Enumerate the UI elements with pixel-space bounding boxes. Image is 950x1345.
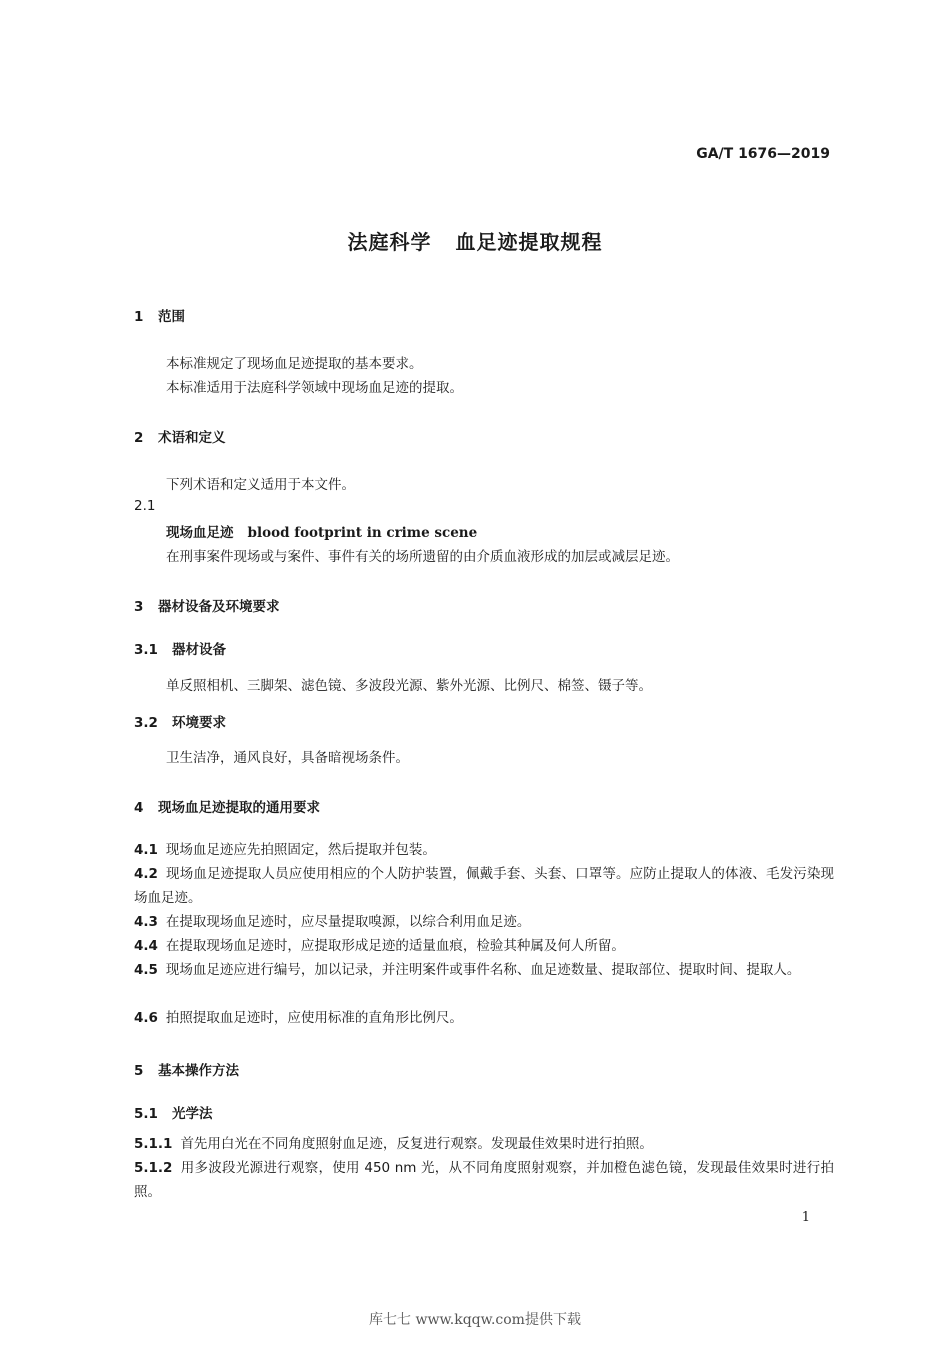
- clause-number: 4.5: [134, 962, 158, 978]
- clause-5-1-1: [134, 1132, 834, 1156]
- section-number: 5: [134, 1063, 144, 1079]
- title-part1: 法庭科学: [347, 230, 432, 254]
- subsection-3-1-text: 单反照相机、三脚架、滤色镜、多波段光源、紫外光源、比例尺、棉签、镊子等。: [166, 678, 652, 694]
- clause-4-2: [134, 862, 834, 910]
- clause-number: 4.2: [134, 866, 158, 882]
- term-definition: 在刑事案件现场或与案件、事件有关的场所遗留的由介质血液形成的加层或减层足迹。: [166, 549, 679, 565]
- clause-number: 4.4: [134, 938, 158, 954]
- section-title: 基本操作方法: [158, 1063, 239, 1079]
- section-5-heading: [134, 1059, 239, 1079]
- clause-4-5: [134, 958, 834, 982]
- term-chinese: 现场血足迹: [166, 525, 234, 541]
- subsection-number: 3.2: [134, 715, 158, 731]
- section-number: 1: [134, 309, 144, 325]
- subsection-3-1-heading: [134, 638, 226, 658]
- clause-text: 现场血足迹提取人员应使用相应的个人防护装置，佩戴手套、头套、口罩等。应防止提取人的体液、毛发污染现场血足迹。: [134, 866, 834, 906]
- term-english: blood footprint in crime scene: [247, 525, 478, 541]
- clause-4-3: [134, 910, 834, 934]
- subsection-title: 器材设备: [172, 642, 226, 658]
- section-4-heading: [134, 796, 320, 816]
- subsection-3-2-heading: [134, 711, 226, 731]
- clause-text: 现场血足迹应进行编号，加以记录，并注明案件或事件名称、血足迹数量、提取部位、提取时间、提取人。: [165, 962, 801, 978]
- subsection-title: 环境要求: [172, 715, 226, 731]
- term-number: 2.1: [134, 498, 156, 514]
- clause-number: 5.1.1: [134, 1136, 173, 1152]
- clause-text: 首先用白光在不同角度照射血足迹，反复进行观察。发现最佳效果时进行拍照。: [180, 1136, 653, 1152]
- subsection-number: 5.1: [134, 1106, 158, 1122]
- section-1-para-2: 本标准适用于法庭科学领域中现场血足迹的提取。: [166, 380, 463, 396]
- clause-text: 在提取现场血足迹时，应提取形成足迹的适量血痕，检验其种属及何人所留。: [165, 938, 625, 954]
- section-number: 2: [134, 430, 144, 446]
- clause-number: 5.1.2: [134, 1160, 173, 1176]
- section-3-heading: [134, 595, 280, 615]
- clause-text: 拍照提取血足迹时，应使用标准的直角形比例尺。: [165, 1010, 463, 1026]
- section-number: 4: [134, 800, 144, 816]
- clause-text: 在提取现场血足迹时，应尽量提取嗅源，以综合利用血足迹。: [165, 914, 531, 930]
- clause-number: 4.6: [134, 1010, 158, 1026]
- clause-4-1: [134, 838, 834, 862]
- section-1-para-1: 本标准规定了现场血足迹提取的基本要求。: [166, 356, 423, 372]
- document-title: [0, 226, 950, 255]
- clause-4-4: [134, 934, 834, 958]
- section-title: 现场血足迹提取的通用要求: [158, 800, 320, 816]
- download-footer-note: 库七七 www.kqqw.com提供下载: [369, 1312, 581, 1328]
- subsection-5-1-heading: [134, 1102, 213, 1122]
- section-2-para-1: 下列术语和定义适用于本文件。: [166, 477, 355, 493]
- section-title: 器材设备及环境要求: [158, 599, 280, 615]
- section-title: 范围: [158, 309, 185, 325]
- clause-text: 现场血足迹应先拍照固定，然后提取并包装。: [165, 842, 436, 858]
- clause-4-6: [134, 1006, 834, 1030]
- section-1-heading: [134, 305, 185, 325]
- clause-number: 4.1: [134, 842, 158, 858]
- standard-code: GA/T 1676—2019: [696, 146, 830, 162]
- subsection-3-2-text: 卫生洁净，通风良好，具备暗视场条件。: [166, 750, 409, 766]
- subsection-number: 3.1: [134, 642, 158, 658]
- page-number: 1: [801, 1210, 810, 1225]
- section-number: 3: [134, 599, 144, 615]
- subsection-title: 光学法: [172, 1106, 213, 1122]
- clause-number: 4.3: [134, 914, 158, 930]
- clause-5-1-2: [134, 1156, 834, 1204]
- clause-text: 用多波段光源进行观察，使用 450 nm 光，从不同角度照射观察，并加橙色滤色镜，发现最佳效果时进行拍照。: [134, 1160, 834, 1200]
- section-title: 术语和定义: [158, 430, 226, 446]
- section-2-heading: [134, 426, 226, 446]
- term-entry: [166, 521, 477, 541]
- title-part2: 血足迹提取规程: [455, 230, 603, 254]
